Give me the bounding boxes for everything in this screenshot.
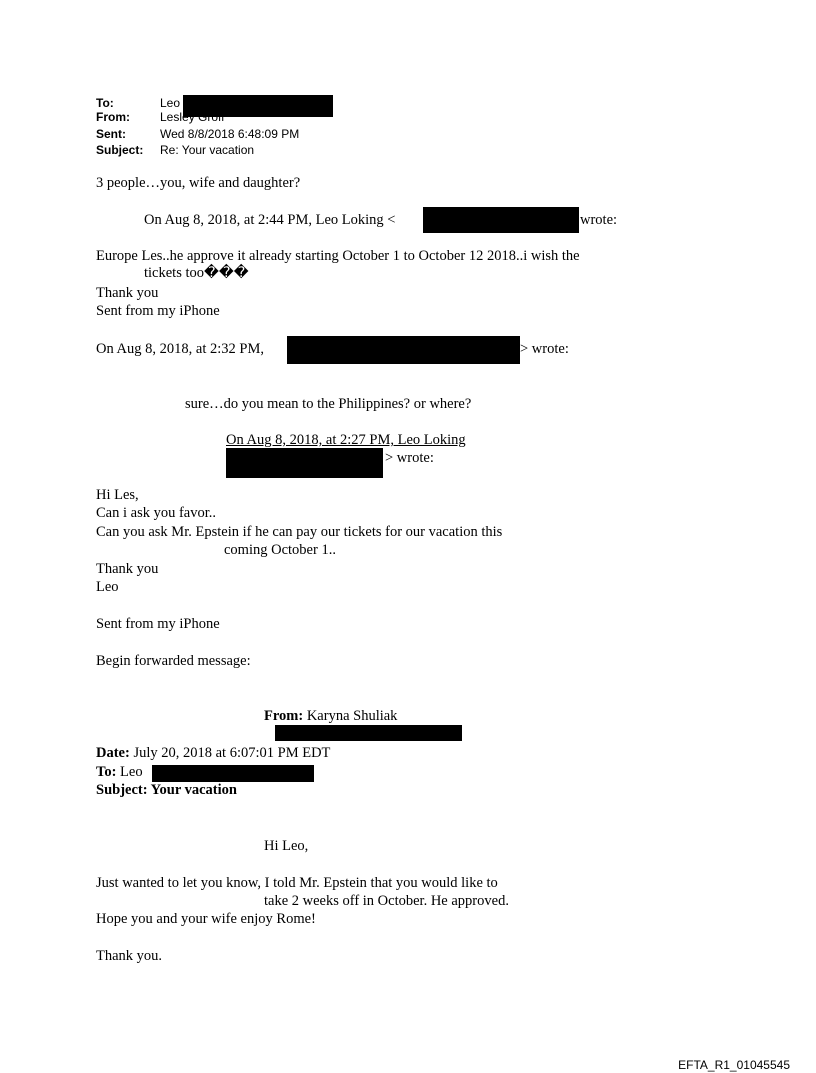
quote-line-3: On Aug 8, 2018, at 2:27 PM, Leo Loking bbox=[226, 432, 466, 448]
header-to-row bbox=[96, 97, 180, 109]
fwd-subject: Subject: Your vacation bbox=[96, 782, 237, 798]
europe-line-1: Europe Les..he approve it already starting October 1 to October 12 2018..i wish the bbox=[96, 248, 580, 264]
header-to-value: Leo bbox=[160, 96, 181, 110]
quote-line-2-suffix: > wrote: bbox=[520, 341, 569, 357]
thank-you-3: Thank you. bbox=[96, 948, 163, 964]
thank-you-2: Thank you bbox=[96, 561, 159, 577]
fwd-date-row bbox=[96, 745, 330, 762]
fwd-from-row bbox=[264, 708, 397, 725]
notice-line-3: Hope you and your wife enjoy Rome! bbox=[96, 911, 316, 927]
header-sent-row bbox=[96, 128, 299, 140]
thank-you-1: Thank you bbox=[96, 285, 159, 301]
header-sent-key: Sent: bbox=[96, 127, 126, 141]
ask-line-1: Can you ask Mr. Epstein if he can pay our tickets for our vacation this bbox=[96, 524, 503, 540]
signature-leo: Leo bbox=[96, 579, 119, 595]
quote-line-2: On Aug 8, 2018, at 2:32 PM, bbox=[96, 341, 264, 357]
fwd-to-value: Leo bbox=[120, 764, 143, 780]
favor-line: Can i ask you favor.. bbox=[96, 505, 217, 521]
header-from-value: Lesley Groff bbox=[160, 110, 225, 124]
greeting-2: Hi Leo, bbox=[264, 838, 309, 854]
redaction-box bbox=[152, 765, 314, 782]
bates-number: EFTA_R1_01045545 bbox=[678, 1058, 790, 1072]
redaction-box bbox=[287, 336, 520, 364]
europe-line-2: tickets too��� bbox=[144, 265, 249, 281]
header-from-key: From: bbox=[96, 110, 130, 124]
fwd-from-value: Karyna Shuliak bbox=[306, 708, 398, 724]
quote-line-1: On Aug 8, 2018, at 2:44 PM, Leo Loking < bbox=[144, 212, 396, 228]
fwd-date-value: July 20, 2018 at 6:07:01 PM EDT bbox=[133, 745, 331, 761]
quote-line-3-suffix: > wrote: bbox=[385, 450, 434, 466]
fwd-to-key: To: bbox=[96, 764, 117, 780]
fwd-from-key: From: bbox=[264, 708, 304, 724]
greeting-1: Hi Les, bbox=[96, 487, 139, 503]
fwd-date-key: Date: bbox=[96, 745, 130, 761]
reply-line: 3 people…you, wife and daughter? bbox=[96, 175, 301, 191]
sent-from-2: Sent from my iPhone bbox=[96, 616, 220, 632]
sure-line: sure…do you mean to the Philippines? or where? bbox=[185, 396, 472, 412]
redaction-box bbox=[423, 207, 579, 233]
header-from-row bbox=[96, 111, 224, 123]
sent-from-1: Sent from my iPhone bbox=[96, 303, 220, 319]
redaction-box bbox=[275, 725, 462, 741]
header-sent-value: Wed 8/8/2018 6:48:09 PM bbox=[160, 127, 300, 141]
notice-line-1: Just wanted to let you know, I told Mr. Epstein that you would like to bbox=[96, 875, 498, 891]
header-subject-row bbox=[96, 144, 254, 156]
header-subject-value: Re: Your vacation bbox=[160, 143, 255, 157]
header-subject-key: Subject: bbox=[96, 143, 144, 157]
quote-line-1-suffix: wrote: bbox=[580, 212, 618, 228]
header-to-key: To: bbox=[96, 96, 114, 110]
notice-line-2: take 2 weeks off in October. He approved. bbox=[264, 893, 509, 909]
ask-line-2: coming October 1.. bbox=[224, 542, 336, 558]
fwd-to-row bbox=[96, 764, 143, 781]
forwarded-line: Begin forwarded message: bbox=[96, 653, 251, 669]
redaction-box bbox=[226, 448, 383, 478]
